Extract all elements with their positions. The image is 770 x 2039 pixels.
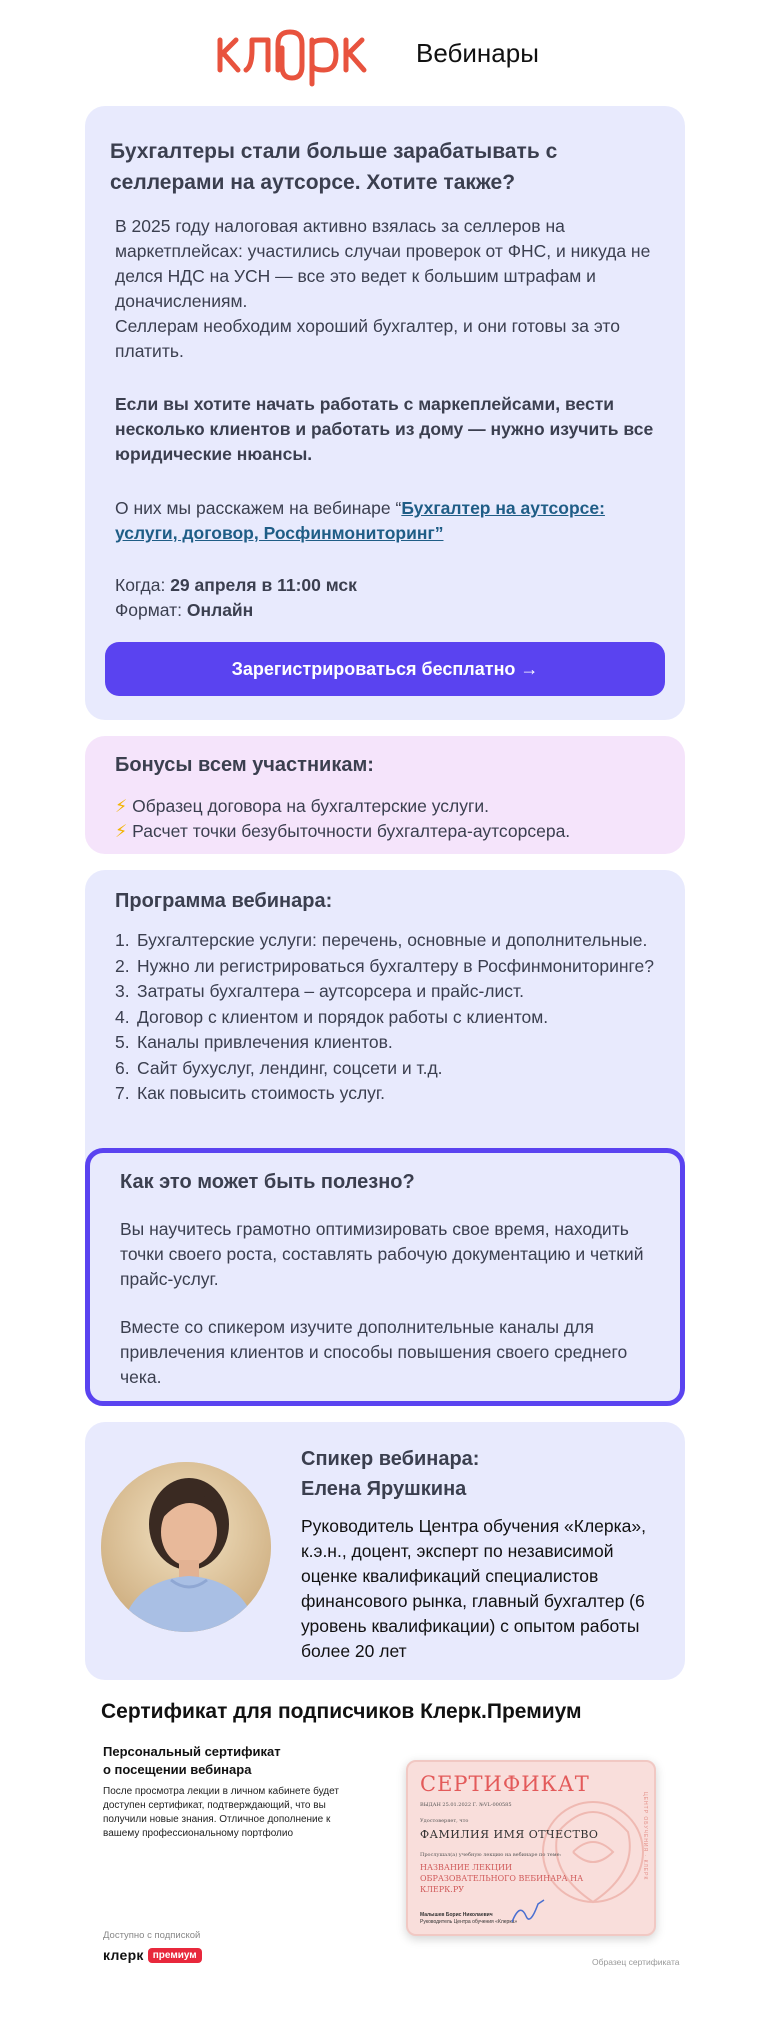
intro-bold-paragraph: Если вы хотите начать работать с маркеплейсами, вести несколько клиентов и работать из дому — нужно изучить все юридические нюансы. <box>115 394 654 464</box>
available-label: Доступно с подпиской <box>103 1930 201 1941</box>
when-label: Когда: <box>115 575 171 595</box>
bonus-item <box>115 794 675 819</box>
sample-caption: Образец сертификата <box>592 1957 680 1967</box>
usefulness-paragraph-1: Вы научитесь грамотно оптимизировать свое время, находить точки своего роста, составлять рабочую документацию и четкий прайс-услуг. <box>120 1219 644 1289</box>
format-line <box>115 598 660 623</box>
program-item: 5. Каналы привлечения клиентов. <box>115 1032 393 1052</box>
intro-paragraph-2: Селлерам необходим хороший бухгалтер, и они готовы за это платить. <box>115 316 620 361</box>
certificate-card-signer-role: Руководитель Центра обучения «Клерка» <box>420 1919 518 1925</box>
program-item: 6. Сайт бухуслуг, лендинг, соцсети и т.д. <box>115 1057 443 1078</box>
bonus-card <box>85 736 685 854</box>
program-item: 7. Как повысить стоимость услуг. <box>115 1083 386 1103</box>
certificate-card-issued: ВЫДАН 25.01.2022 Г. №VL-000585 <box>420 1802 512 1808</box>
certificate-subtitle-line: Персональный сертификат <box>103 1744 281 1759</box>
webinar-prefix: О них мы расскажем на вебинаре “ <box>115 498 402 518</box>
usefulness-heading: Как это может быть полезно? <box>120 1171 415 1193</box>
usefulness-card <box>85 1148 685 1406</box>
program-item: 2. Нужно ли регистрироваться бухгалтеру в Росфинмониторинге? <box>115 955 654 976</box>
certificate-sample-image <box>406 1760 656 1936</box>
speaker-label: Спикер вебинара: <box>301 1448 480 1470</box>
certificate-description: После просмотра лекции в личном кабинете будет доступен сертификат, подтверждающий, что вы получили новые знания. Отличное дополнение к вашему профессиональному портфолио <box>103 1786 339 1839</box>
intro-paragraph-1: В 2025 году налоговая активно взялась за селлеров на маркетплейсах: участились случаи проверок от ФНС, и никуда не делся НДС на УСН — все это ведет к большим штрафам и доначислениям. <box>115 216 651 311</box>
certificate-title: Сертификат для подписчиков Клерк.Премиум <box>101 1700 582 1723</box>
certificate-card-passed: Прослушал(а) учебную лекцию на вебинаре по теме: <box>420 1852 562 1858</box>
bonus-heading: Бонусы всем участникам: <box>115 754 374 776</box>
when-value: 29 апреля в 11:00 мск <box>170 575 357 595</box>
lightning-icon: ⚡ <box>115 796 128 816</box>
speaker-title <box>301 1444 661 1504</box>
speaker-photo <box>101 1462 271 1632</box>
webinar-link[interactable]: Бухгалтер на аутсорсе: услуги, договор, Росфинмониторинг” <box>115 498 605 543</box>
premium-logo-text: клерк <box>103 1947 144 1963</box>
format-label: Формат: <box>115 600 187 620</box>
intro-card <box>85 106 685 720</box>
certificate-card-title: СЕРТИФИКАТ <box>420 1772 590 1796</box>
program-list <box>115 928 675 1107</box>
klerk-logo[interactable] <box>212 26 377 88</box>
program-item: 1. Бухгалтерские услуги: перечень, основные и дополнительные. <box>115 930 648 950</box>
lightning-icon: ⚡ <box>115 821 128 841</box>
speaker-card <box>85 1422 685 1680</box>
program-item-label: Договор с клиентом и порядок работы с клиентом. <box>137 1006 549 1027</box>
bonus-item-label: Образец договора на бухгалтерские услуги. <box>132 796 490 816</box>
register-button[interactable]: Зарегистрироваться бесплатно → <box>105 642 665 696</box>
when-line <box>115 573 660 598</box>
program-heading: Программа вебинара: <box>115 890 333 912</box>
webinar-announcement <box>115 496 660 546</box>
usefulness-paragraph-2: Вместе со спикером изучите дополнительные каналы для привлечения клиентов и способы повышения своего среднего чека. <box>120 1317 628 1387</box>
certificate-card-lecture: НАЗВАНИЕ ЛЕКЦИИ ОБРАЗОВАТЕЛЬНОГО ВЕБИНАРА НА КЛЕРК.РУ <box>420 1863 584 1894</box>
program-item-label: Сайт бухуслуг, лендинг, соцсети и т.д. <box>137 1057 443 1078</box>
premium-badge: премиум <box>148 1948 202 1963</box>
speaker-name: Елена Ярушкина <box>301 1478 467 1500</box>
header <box>0 0 770 100</box>
certificate-card-signer: Малышев Борис Николаевич <box>420 1912 493 1918</box>
certificate-subtitle-line: о посещении вебинара <box>103 1762 252 1777</box>
intro-heading: Бухгалтеры стали больше зарабатывать с селлерами на аутсорсе. Хотите также? <box>110 140 558 194</box>
program-item-label: Как повысить стоимость услуг. <box>137 1083 386 1103</box>
program-item-label: Нужно ли регистрироваться бухгалтеру в Росфинмониторинге? <box>137 955 654 976</box>
header-title: Вебинары <box>416 38 539 68</box>
bonus-item <box>115 819 675 844</box>
premium-logo[interactable] <box>103 1946 202 1964</box>
certificate-subtitle <box>103 1743 353 1779</box>
bonus-item-label: Расчет точки безубыточности бухгалтера-аутсорсера. <box>132 821 571 841</box>
program-item-label: Каналы привлечения клиентов. <box>137 1032 393 1052</box>
certificate-card-certifies: Удостоверяет, что <box>420 1818 469 1824</box>
program-item: 3. Затраты бухгалтера – аутсорсера и прайс-лист. <box>115 981 524 1001</box>
format-value: Онлайн <box>186 600 254 620</box>
certificate-card-name: ФАМИЛИЯ ИМЯ ОТЧЕСТВО <box>420 1828 599 1841</box>
signature-icon <box>508 1898 548 1928</box>
program-item: 4. Договор с клиентом и порядок работы с клиентом. <box>115 1006 549 1027</box>
speaker-description: Руководитель Центра обучения «Клерка», к.э.н., доцент, эксперт по независимой оценке квалификаций специалистов финансового рынка, главный бухгалтер (6 уровень квалификации) с опытом работы более 20 лет <box>301 1516 647 1661</box>
certificate-card-side-text: ЦЕНТР ОБУЧЕНИЯ · КЛЕРК <box>642 1792 648 1881</box>
program-item-label: Затраты бухгалтера – аутсорсера и прайс-лист. <box>137 981 524 1001</box>
program-item-label: Бухгалтерские услуги: перечень, основные и дополнительные. <box>137 930 648 950</box>
certificate-card-signature <box>420 1912 517 1926</box>
